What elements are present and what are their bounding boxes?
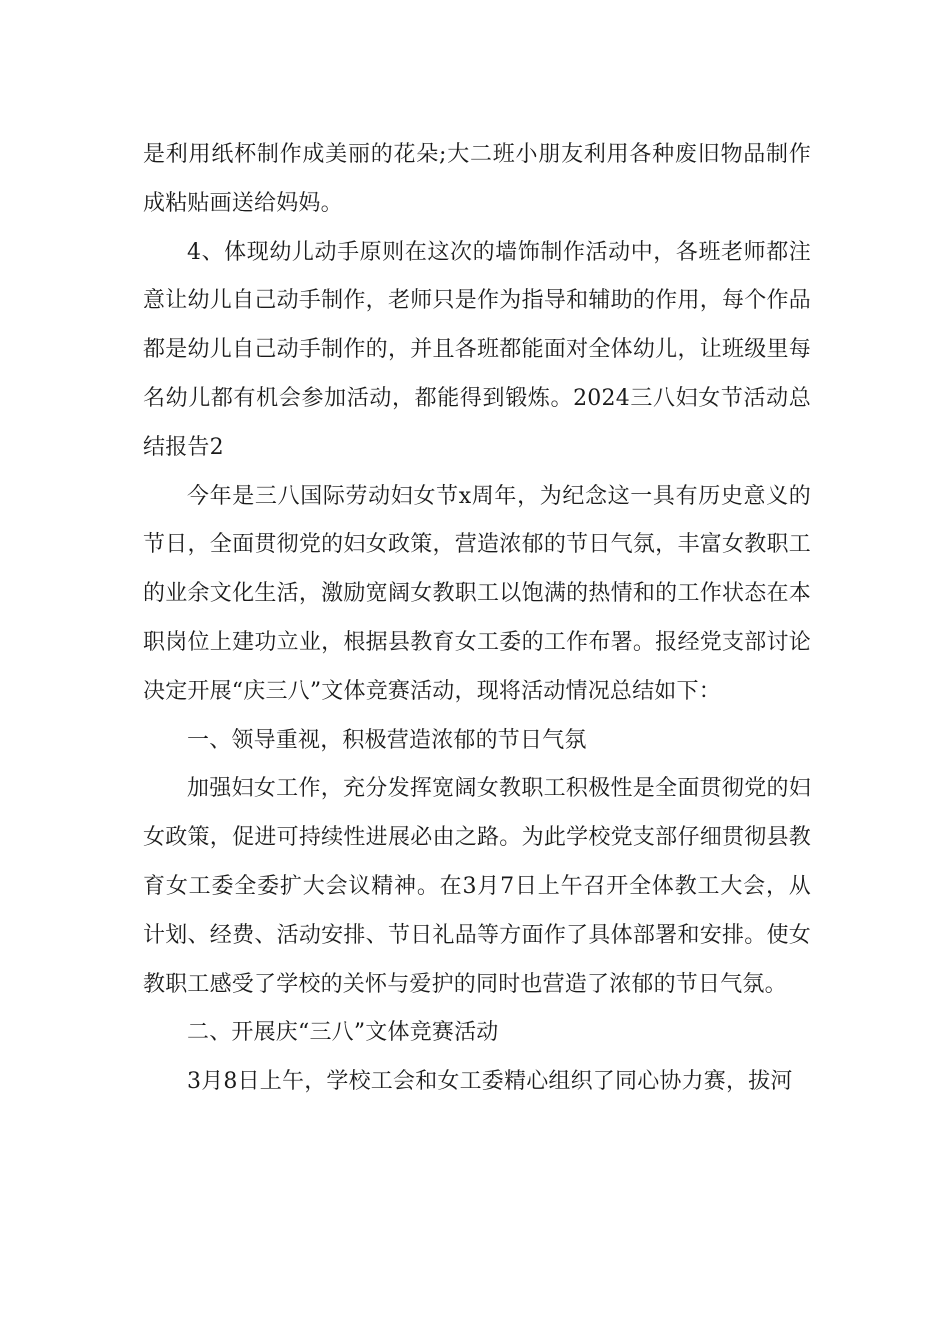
paragraph-4: 加强妇女工作，充分发挥宽阔女教职工积极性是全面贯彻党的妇女政策，促进可持续性进展必由之路。为此学校党支部仔细贯彻县教育女工委全委扩大会议精神。在3月7日上午召开全体教工大会，从计划、经费、活动安排、节日礼品等方面作了具体部署和安排。使女教职工感受了学校的关怀与爱护的同时也营造了浓郁的节日气氛。 (143, 776, 811, 997)
paragraph-1: 是利用纸杯制作成美丽的花朵;大二班小朋友利用各种废旧物品制作成粘贴画送给妈妈。 (143, 142, 811, 216)
paragraph-5: 3月8日上午，学校工会和女工委精心组织了同心协力赛，拔河 (187, 1069, 793, 1095)
paragraph-2: 4、体现幼儿动手原则在这次的墙饰制作活动中，各班老师都注意让幼儿自己动手制作，老师只是作为指导和辅助的作用，每个作品都是幼儿自己动手制作的，并且各班都能面对全体幼儿，让班级里每名幼儿都有机会参加活动，都能得到锻炼。2024三八妇女节活动总结报告2 (143, 239, 811, 460)
paragraph-3: 今年是三八国际劳动妇女节x周年，为纪念这一具有历史意义的节日，全面贯彻党的妇女政策，营造浓郁的节日气氛，丰富女教职工的业余文化生活，激励宽阔女教职工以饱满的热情和的工作状态在本职岗位上建功立业，根据县教育女工委的工作布署。报经党支部讨论决定开展“庆三八”文体竞赛活动，现将活动情况总结如下： (143, 483, 811, 704)
section-heading-1: 一、领导重视，积极营造浓郁的节日气氛 (187, 727, 587, 753)
document-page (143, 131, 811, 1107)
section-heading-2: 二、开展庆“三八”文体竞赛活动 (187, 1020, 499, 1046)
